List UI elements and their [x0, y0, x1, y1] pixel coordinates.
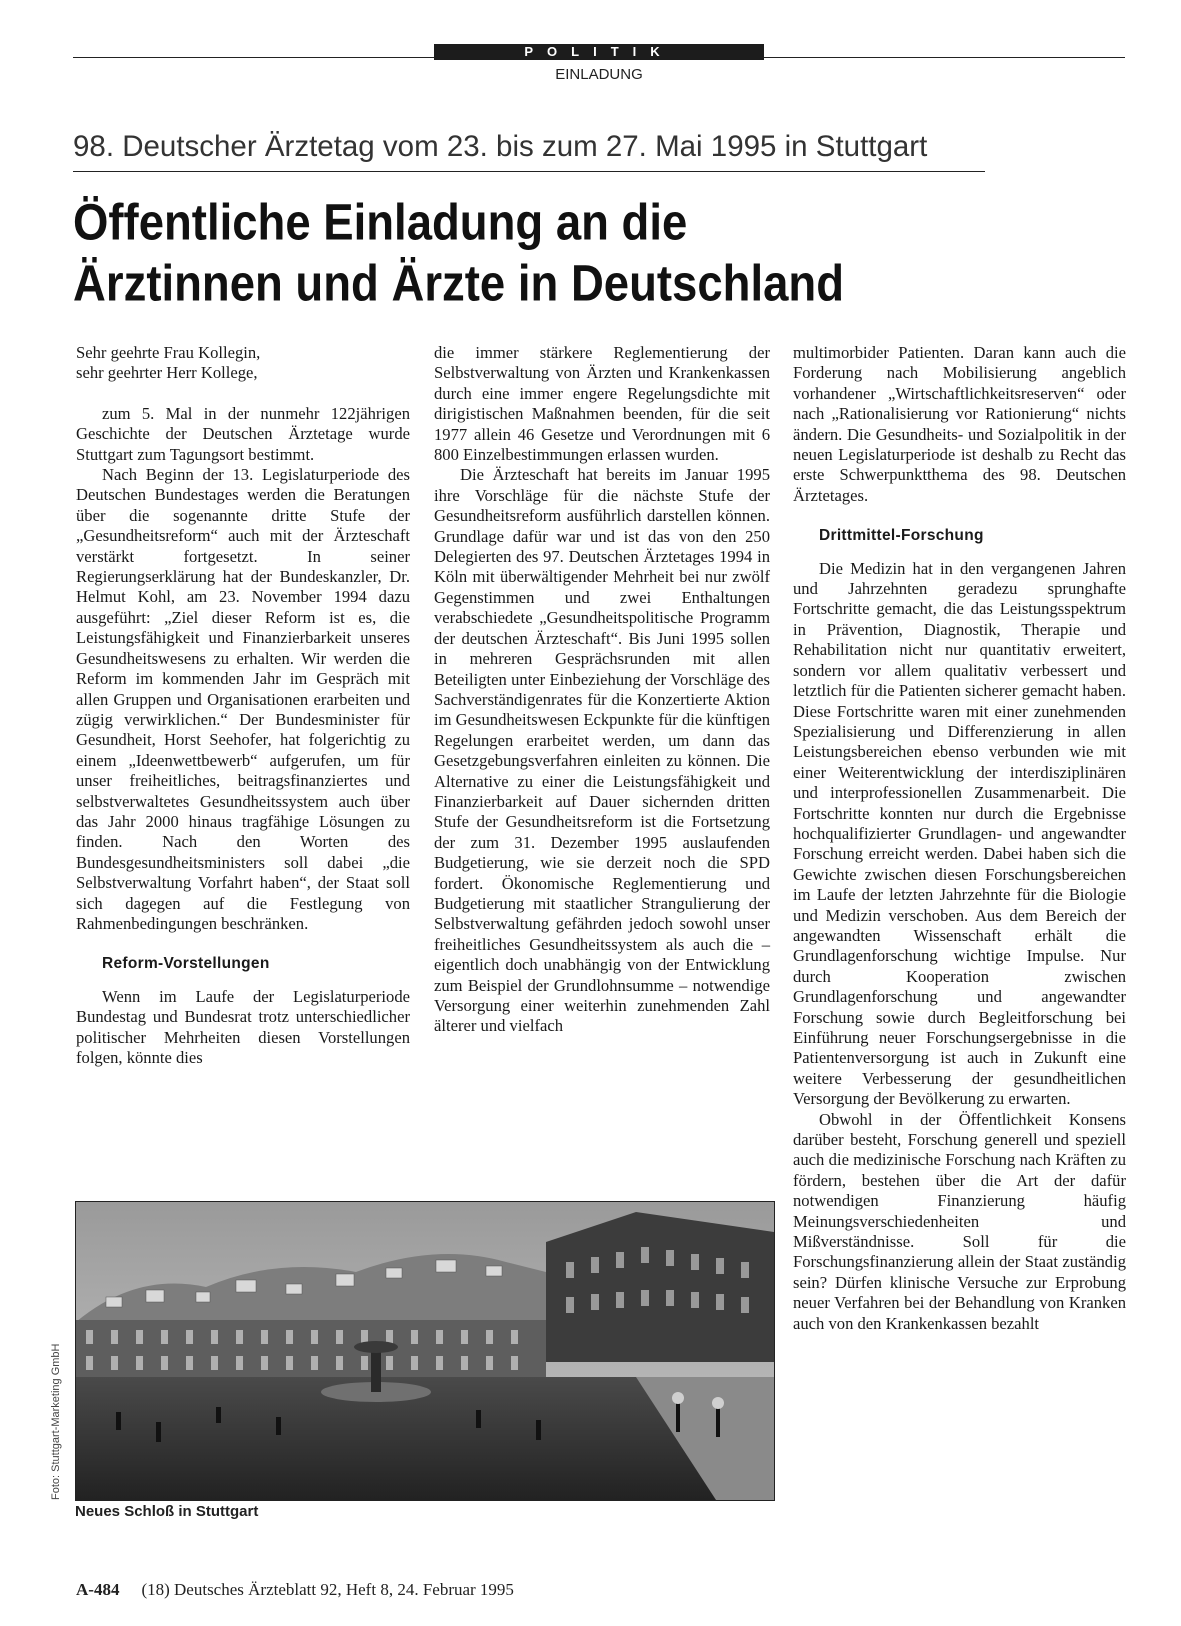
subheading-drittmittel: Drittmittel-Forschung [819, 527, 984, 545]
article-column-1 [76, 343, 410, 1068]
paragraph: Die Ärzteschaft hat bereits im Januar 1995 ihre Vorschläge für die nächste Stufe der Gesundheitsreform ausführlich darstellen können. Grundlage dafür war und ist das von den 250 Delegierten des 97. Deutschen Ärztetages 1994 in Köln mit überwältigender Mehrheit bei nur zwölf Gegenstimmen und zwei Enthaltungen verabschiedete „Gesundheitspolitische Programm der deutschen Ärzteschaft“. Bis Juni 1995 sollen in mehreren Gesprächsrunden mit allen Beteiligten unter Einbeziehung der Vorschläge des Sachverständigenrates für die Konzertierte Aktion im Gesundheitswesen Eckpunkte für die künftigen Regelungen erarbeitet werden, um dann das Gesetzgebungsverfahren einleiten zu können. Die Alternative zu einer die Leistungsfähigkeit und Finanzierbarkeit auf Dauer sichernden dritten Stufe der Gesundheitsreform ist die Fortsetzung der zum 31. Dezember 1995 auslaufenden Budgetierung, wie sie derzeit noch die SPD fordert. Ökonomische Reglementierung und Budgetierung mit staatlicher Strangulierung der Selbstverwaltung gefährden jedoch sowohl unser freiheitliches Gesundheitssystem als auch die – eigentlich doch unabhängig von der Entwicklung zum Beispiel der Grundlohnsumme – notwendige Versorgung einer weiterhin zunehmenden Zahl älterer und vielfach [434, 465, 770, 1036]
paragraph: zum 5. Mal in der nunmehr 122jährigen Geschichte der Deutschen Ärztetage wurde Stuttgart zum Tagungsort bestimmt. [76, 403, 410, 464]
article-column-3 [793, 343, 1126, 1334]
headline [73, 188, 1123, 310]
photo-credit: Foto: Stuttgart-Marketing GmbH [50, 1343, 62, 1500]
paragraph: multimorbider Patienten. Daran kann auch die Forderung nach Mobilisierung angeblich vorhandener „Wirtschaftlichkeitsreserven“ oder nach „Rationalisierung vor Rationierung“ nichts ändern. Die Gesundheits- und Sozialpolitik in der neuen Legislaturperiode ist deshalb zu Recht das erste Schwerpunktthema des 98. Deutschen Ärztetages. [793, 343, 1126, 505]
paragraph: Wenn im Laufe der Legislaturperiode Bundestag und Bundesrat trotz unterschiedlicher politischer Mehrheiten diesen Vorstellungen folgen, könnte dies [76, 986, 410, 1067]
section-label: POLITIK [434, 44, 764, 60]
paragraph: Die Medizin hat in den vergangenen Jahren und Jahrzehnten geradezu sprunghafte Fortschritte gemacht, die das Leistungsspektrum in Prävention, Diagnostik, Therapie und Rehabilitation nicht nur quantitativ erweitert, sondern vor allem qualitativ verbessert und letztlich für die Patienten sicherer gemacht haben. Diese Fortschritte waren mit einer zunehmenden Spezialisierung und Differenzierung in allen Leistungsbereichen ebenso verbunden wie mit einer Weiterentwicklung der interdisziplinären und interprofessionellen Zusammenarbeit. Die Fortschritte konnten nur durch die Ergebnisse hochqualifizierter Grundlagen- und angewandter Forschung erreicht werden. Dabei haben sich die Gewichte zwischen diesen Forschungsbereichen im Laufe der letzten Jahrzehnte für die Biologie und Medizin verschoben. Aus dem Bereich der angewandten Wissenschaft erhält die Grundlagenforschung wichtige Impulse. Nur durch Kooperation zwischen Grundlagenforschung und angewandter Forschung sowie durch Begleitforschung bei Einführung neuer Forschungsergebnisse in die Patientenversorgung ist auch in Zukunft eine weitere Verbesserung der gesundheitlichen Versorgung der Bevölkerung zu erwarten. [793, 558, 1126, 1109]
photo-neues-schloss [75, 1201, 775, 1501]
page-footer [76, 1580, 514, 1600]
article-column-2 [434, 343, 770, 1037]
photo-caption: Neues Schloß in Stuttgart [75, 1503, 259, 1520]
castle-photo-illustration [76, 1202, 774, 1500]
paragraph: die immer stärkere Reglementierung der Selbstverwaltung von Ärzten und Krankenkassen durch eine immer engere Regelungsdichte mit dirigistischen Maßnahmen beenden, für die seit 1977 allein 46 Gesetze und Verordnungen mit 6 800 Einzelbestimmungen erlassen wurden. [434, 343, 770, 465]
salutation-line-1: Sehr geehrte Frau Kollegin, [76, 343, 261, 362]
salutation-line-2: sehr geehrter Herr Kollege, [76, 363, 258, 383]
subsection-label: EINLADUNG [555, 66, 643, 83]
journal-citation: (18) Deutsches Ärzteblatt 92, Heft 8, 24. Februar 1995 [141, 1580, 514, 1599]
paragraph: Nach Beginn der 13. Legislaturperiode des Deutschen Bundestages werden die Beratungen über die sogenannte dritte Stufe der „Gesundheitsreform“ auch mit der Ärzteschaft verstärkt fortgesetzt. In seiner Regierungserklärung hat der Bundeskanzler, Dr. Helmut Kohl, am 23. November 1994 dazu ausgeführt: „Ziel dieser Reform ist es, die Leistungsfähigkeit und Finanzierbarkeit unseres Gesundheitswesens zu erhalten. Wir werden die Reform im kommenden Jahr im Gespräch mit allen Gruppen und Organisationen erarbeiten und zügig verwirklichen.“ Der Bundesminister für Gesundheit, Horst Seehofer, hat folgerichtig zu einem „Ideenwettbewerb“ aufgerufen, um für unser freiheitliches, beitragsfinanziertes und selbstverwaltetes Gesundheitssystem auch über das Jahr 2000 hinaus tragfähige Lösungen zu finden. Nach den Worten des Bundesgesundheitsministers soll dabei „die Selbstverwaltung Vorfahrt haben“, der Staat soll sich dagegen auf die Festlegung von Rahmenbedingungen beschränken. [76, 465, 410, 933]
page-number: A-484 [76, 1580, 120, 1599]
paragraph: Obwohl in der Öffentlichkeit Konsens darüber besteht, Forschung generell und speziell auch die medizinische Forschung nach Kräften zu fördern, bestehen über die Art der dafür notwendigen Finanzierung häufig Meinungsverschiedenheiten und Mißverständnisse. Soll für die Forschungsfinanzierung allein der Staat zuständig sein? Dürfen klinische Versuche zur Erprobung neuer Verfahren bei der Behandlung von Kranken auch von den Krankenkassen bezahlt [793, 1109, 1126, 1333]
headline-line-1: Öffentliche Einladung an die [73, 193, 688, 251]
headline-line-2: Ärztinnen und Ärzte in Deutschland [73, 254, 844, 312]
kicker-line: 98. Deutscher Ärztetag vom 23. bis zum 27. Mai 1995 in Stuttgart [73, 127, 985, 172]
subheading-reform: Reform-Vorstellungen [102, 955, 270, 973]
